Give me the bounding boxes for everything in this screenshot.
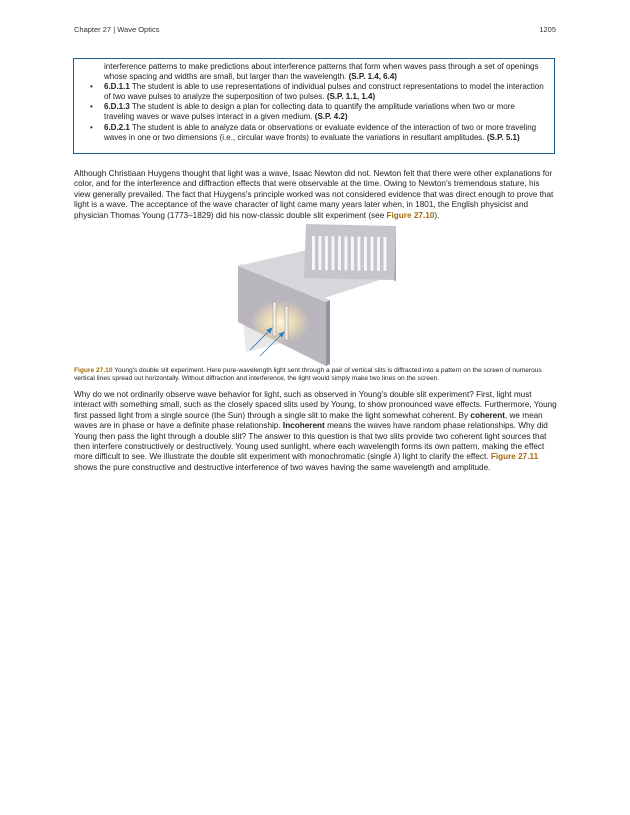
double-slit-figure bbox=[236, 222, 396, 367]
intro-paragraph: Although Christiaan Huygens thought that light was a wave, Isaac Newton did not. Newton felt that there were other explanations for color, and for the interference and diffraction effects that were observable at the time. Owing to Newton's tremendous stature, his view generally prevailed. The fact that Huygens's principle worked was not considered evidence that was direct enough to prove that light is a wave. The acceptance of the wave character of light came many years later when, in 1801, the English physicist and physician Thomas Young (1773–1829) did his now-classic double slit experiment (see Figure 27.10). bbox=[74, 169, 554, 220]
figure-caption: Figure 27.10 Young's double slit experiment. Here pure-wavelength light sent through a pair of vertical slits is diffracted into a pattern on the screen of numerous vertical lines spread out horizontally. Without diffraction and interference, the light would simply make two lines on the screen. bbox=[74, 367, 542, 383]
term-coherent: coherent bbox=[470, 410, 505, 420]
fringe-line bbox=[312, 236, 315, 270]
objective-list bbox=[104, 82, 546, 143]
fringe-line bbox=[338, 236, 341, 270]
fringe-line bbox=[319, 236, 322, 270]
body-paragraph: Why do we not ordinarily observe wave behavior for light, such as observed in Young's double slit experiment? First, light must interact with something small, such as the closely spaced slits used by Young, to show pronounced wave effects. Furthermore, Young first passed light from a single source (the Sun) through a single slit to make the light somewhat coherent. By coherent, we mean waves are in phase or have a definite phase relationship. Incoherent means the waves have random phase relationships. Why did Young then pass the light through a double slit? The answer to this question is that two slits provide two coherent light sources that then interfere constructively or destructively. Young used sunlight, where each wavelength forms its own pattern, making the effect more difficult to see. We illustrate the double slit experiment with monochromatic (single λ) light to clarify the effect. Figure 27.11 shows the pure constructive and destructive interference of two waves having the same wavelength and amplitude. bbox=[74, 390, 557, 472]
fringe-line bbox=[358, 237, 361, 271]
term-incoherent: Incoherent bbox=[282, 421, 325, 431]
fringe-line bbox=[371, 237, 374, 271]
objective-item: • 6.D.1.1 The student is able to use representations of individual pulses and construct representations to model the interaction of two wave pulses to analyze the superposition of two pulses. (S.P. 1.1, 1.4) bbox=[104, 82, 546, 102]
figure-27-11-link[interactable]: Figure 27.11 bbox=[490, 452, 539, 462]
lambda-symbol: λ bbox=[393, 452, 398, 462]
fringe-line bbox=[384, 237, 387, 271]
fringe-line bbox=[332, 236, 335, 270]
chapter-title: Chapter 27 | Wave Optics bbox=[74, 25, 160, 34]
figure-label: Figure 27.10 bbox=[74, 367, 113, 374]
page-number: 1205 bbox=[539, 25, 556, 34]
slit-left bbox=[273, 302, 276, 336]
screen-front bbox=[304, 224, 396, 280]
fringe-line bbox=[377, 237, 380, 271]
fringe-line bbox=[345, 236, 348, 270]
fringe-line bbox=[325, 236, 328, 270]
slit-right bbox=[285, 306, 288, 340]
figure-27-10-link[interactable]: Figure 27.10 bbox=[386, 210, 435, 220]
slit-barrier-side bbox=[326, 300, 330, 366]
fringe-line bbox=[364, 237, 367, 271]
objective-item: • 6.D.1.3 The student is able to design a plan for collecting data to quantify the amplitude variations when two or more traveling waves or wave pulses interact in a given medium. (S.P. 4.2) bbox=[104, 102, 546, 122]
learning-objectives-box bbox=[73, 58, 555, 154]
light-glow bbox=[250, 300, 310, 344]
objective-item: • 6.D.2.1 The student is able to analyze data or observations or evaluate evidence of the interaction of two or more traveling waves in one or two dimensions (i.e., circular wave fronts) to evaluate the variations in resultant amplitudes. (S.P. 5.1) bbox=[104, 123, 546, 143]
objective-lead: interference patterns to make predictions about interference patterns that form when waves pass through a set of openings whose spacing and widths are small, but larger than the wavelength. (S.P. 1.4, 6.4) bbox=[104, 62, 539, 82]
fringe-line bbox=[351, 237, 354, 271]
